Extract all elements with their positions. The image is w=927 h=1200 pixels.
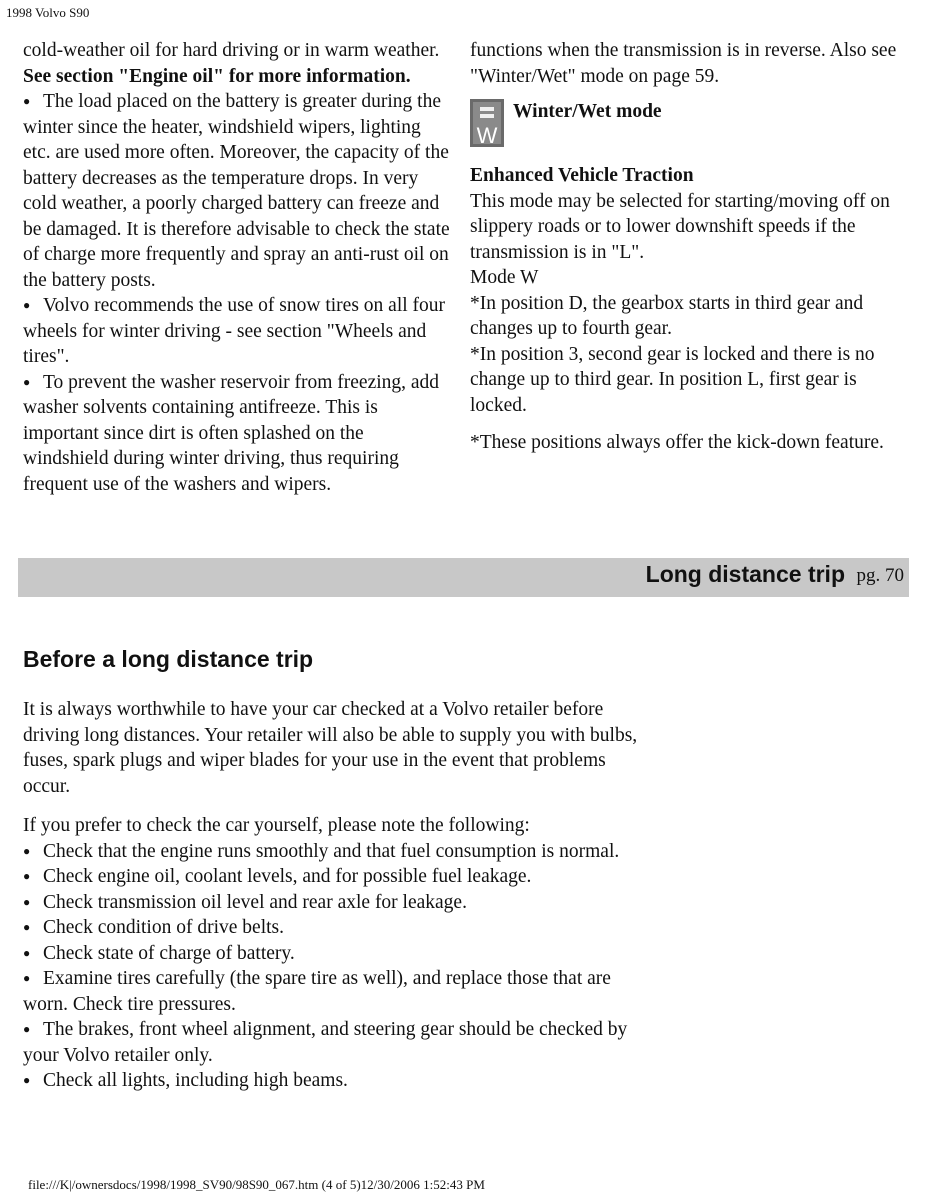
retailer-paragraph: It is always worthwhile to have your car checked at a Volvo retailer before driving long distances. Your retailer will also be able to supply you with bulbs, fuses, spark plugs and wiper blades for your use in the event that problems occur. bbox=[23, 699, 638, 797]
left-column bbox=[23, 38, 453, 497]
page-header-title: 1998 Volvo S90 bbox=[6, 5, 90, 20]
section-bar-page: pg. 70 bbox=[856, 565, 904, 586]
self-check-intro: If you prefer to check the car yourself, please note the following: bbox=[23, 815, 530, 836]
footer-file-path: file:///K|/ownersdocs/1998/1998_SV90/98S90_067.htm (4 of 5)12/30/2006 1:52:43 PM bbox=[28, 1177, 485, 1192]
section-body bbox=[23, 697, 643, 1094]
right-column bbox=[470, 38, 910, 456]
traction-line-2: Mode W bbox=[470, 267, 539, 288]
traction-line-3: *In position D, the gearbox starts in third gear and changes up to fourth gear. bbox=[470, 292, 864, 339]
snow-tires-bullet: ● Volvo recommends the use of snow tires on all four wheels for winter driving - see section "Wheels and tires". bbox=[23, 293, 453, 370]
winter-mode-icon bbox=[470, 99, 504, 147]
traction-subheading: Enhanced Vehicle Traction bbox=[470, 165, 694, 186]
oil-paragraph-text: cold-weather oil for hard driving or in warm weather. bbox=[23, 40, 440, 61]
checklist-item: ● Check transmission oil level and rear axle for leakage. bbox=[23, 890, 643, 916]
traction-line-1: This mode may be selected for starting/moving off on slippery roads or to lower downshift speeds if the transmission is in "L". bbox=[470, 190, 890, 263]
reverse-paragraph: functions when the transmission is in reverse. Also see "Winter/Wet" mode on page 59. bbox=[470, 40, 897, 87]
traction-line-4: *In position 3, second gear is locked and there is no change up to third gear. In position L, first gear is locked. bbox=[470, 343, 875, 416]
winter-mode-title: Winter/Wet mode bbox=[513, 101, 662, 122]
section-heading: Before a long distance trip bbox=[23, 646, 314, 672]
winter-mode-heading bbox=[470, 99, 910, 147]
winter-mode-icon-letter: W bbox=[476, 123, 498, 147]
section-bar-title: Long distance trip bbox=[645, 561, 845, 587]
oil-paragraph-link-text: See section "Engine oil" for more information. bbox=[23, 65, 411, 87]
checklist-item: ● The brakes, front wheel alignment, and steering gear should be checked by your Volvo retailer only. bbox=[23, 1017, 643, 1068]
checklist-item: ● Check that the engine runs smoothly and that fuel consumption is normal. bbox=[23, 839, 643, 865]
checklist-item: ● Check condition of drive belts. bbox=[23, 915, 643, 941]
washer-bullet: ● To prevent the washer reservoir from freezing, add washer solvents containing antifreeze. This is important since dirt is often splashed on the windshield during winter driving, thus requiring frequent use of the washers and wipers. bbox=[23, 370, 453, 498]
battery-bullet: ● The load placed on the battery is greater during the winter since the heater, windshield wipers, lighting etc. are used more often. Moreover, the capacity of the battery decreases as the temperature drops. In very cold weather, a poorly charged battery can freeze and be damaged. It is therefore advisable to check the state of charge more frequently and spray an anti-rust oil on the battery posts. bbox=[23, 89, 453, 293]
oil-paragraph bbox=[23, 38, 453, 89]
kick-down-note: *These positions always offer the kick-down feature. bbox=[470, 432, 884, 453]
checklist-item: ● Check state of charge of battery. bbox=[23, 941, 643, 967]
section-title-bar bbox=[18, 558, 909, 597]
checklist-item: ● Check engine oil, coolant levels, and for possible fuel leakage. bbox=[23, 864, 643, 890]
checklist-item: ● Examine tires carefully (the spare tire as well), and replace those that are worn. Check tire pressures. bbox=[23, 966, 643, 1017]
checklist-item: ● Check all lights, including high beams. bbox=[23, 1068, 643, 1094]
